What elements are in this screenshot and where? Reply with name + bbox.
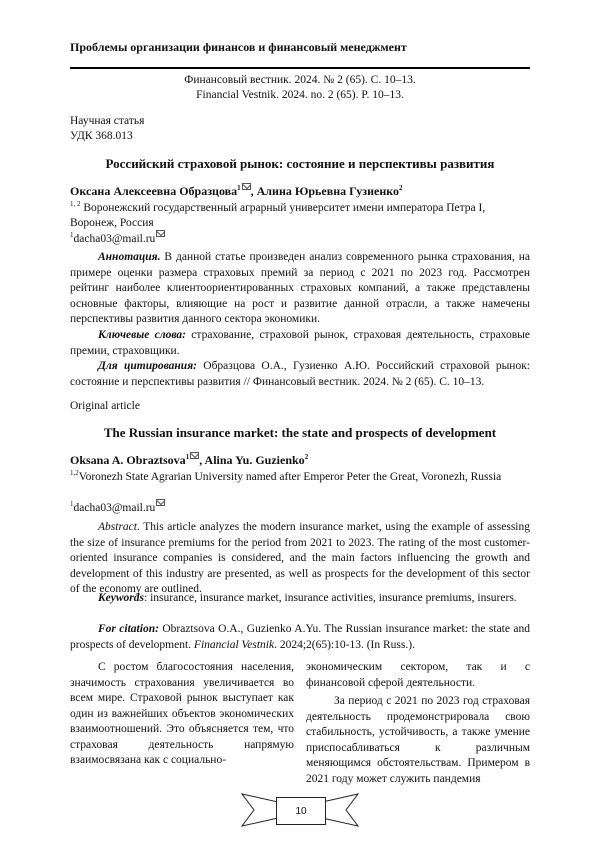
citation-en-header: Financial Vestnik. 2024. no. 2 (65). P. 10–13.	[196, 89, 404, 101]
email-ru	[70, 228, 525, 247]
envelope-icon	[242, 183, 251, 190]
abstract-en: Abstract. This article analyzes the modern insurance market, using the example of assessing the size of insurance premiums for the period from 2021 to 2023. The rating of the most customer-oriented insurance companies is considered, and the main factors influencing the growth and development of this industry are presented, as well as prospects for the development of this sector of the economy are outlined.	[70, 521, 530, 595]
abstract-ru-label: Аннотация.	[98, 251, 161, 263]
author2-en-sup: 2	[304, 453, 309, 461]
body-column-1: С ростом благосостояния населения, значимость страхования увеличивается во всем мире. Страховой рынок выступает как один из важнейших объектов экономических взаимоотношений. Это объясняется тем, что страховая деятельность напрямую взаимосвязана как с социально-	[70, 661, 294, 766]
author2-ru: Алина Юрьевна Гузиенко	[256, 184, 400, 198]
author1-ru: Оксана Алексеевна Образцова	[70, 184, 238, 198]
body-col2-para2: За период с 2021 по 2023 год страховая деятельность продемонстрировала свою стабильность, устойчивость, а также умение приспосабливаться к различным меняющимся обстоятельствам. Примером в 2021 году может служить пандемия	[306, 695, 530, 785]
email-ru-link[interactable]: dacha03@mail.ru	[73, 232, 156, 245]
email-en-link[interactable]: dacha03@mail.ru	[73, 501, 156, 514]
journal-section-title: Проблемы организации финансов и финансовый менеджмент	[70, 40, 407, 54]
citation-ru-label: Для цитирования:	[98, 360, 197, 372]
abstract-ru: Аннотация. В данной статье произведен анализ современного рынка страхования, на примере оценки размера страховых премий за период с 2021 по 2023 год. Рассмотрен рейтинг наиболее клиентоориентированных страховых компаний, а также представлены основные факторы, влияющие на рост и развитие данной отрасли, а также намечены перспективы развития данного сектора экономики.	[70, 251, 530, 325]
title-ru: Российский страховой рынок: состояние и перспективы развития	[105, 156, 495, 171]
email-en-sup: 1	[70, 500, 74, 508]
envelope-icon	[156, 230, 165, 237]
page-number: 10	[276, 797, 326, 825]
keywords-ru-label: Ключевые слова:	[98, 329, 186, 341]
article-type-ru: Научная статья	[70, 115, 145, 127]
citation-en-label: For citation:	[98, 623, 159, 635]
author1-en: Oksana A. Obraztsova	[70, 453, 186, 467]
citation-en-journal: Financial Vestnik	[193, 638, 275, 651]
header-rule	[70, 67, 530, 69]
author1-en-sup: 1	[185, 453, 190, 461]
body-column-2	[306, 660, 530, 787]
affiliation-ru-sup: 1, 2	[70, 200, 81, 208]
author2-ru-sup: 2	[399, 184, 403, 192]
citation-ru-header: Финансовый вестник. 2024. № 2 (65). С. 10–13.	[184, 74, 416, 86]
udc-code: УДК 368.013	[70, 130, 133, 142]
affiliation-en-sup: 1,2	[70, 469, 79, 477]
authors-en: Oksana A. Obraztsova$^1$ , Alina Yu. Guzienko$^2$	[70, 453, 309, 467]
email-ru-sup: 1	[70, 231, 74, 239]
envelope-icon	[190, 452, 199, 459]
citation-en: For citation: Obraztsova O.A., Guzienko A.Yu. The Russian insurance market: the state and prospects of development. Financial Vestnik. 2024;2(65):10-13. (In Russ.).	[70, 623, 530, 651]
envelope-icon	[156, 499, 165, 506]
body-col2-para1: экономическим сектором, так и с финансовой сферой деятельности.	[306, 661, 530, 689]
affiliation-ru: $^{1, 2}$ Воронежский государственный аграрный университет имени императора Петра I, Воронеж, Россия	[70, 200, 486, 229]
citation-ru: Для цитирования: Образцова О.А., Гузиенко А.Ю. Российский страховой рынок: состояние и перспективы развития // Финансовый вестник. 2024. № 2 (65). С. 10–13.	[70, 360, 530, 388]
title-en: The Russian insurance market: the state and prospects of development	[103, 425, 497, 440]
keywords-ru: Ключевые слова: страхование, страховой рынок, страховая деятельность, страховые премии, страховщики.	[70, 329, 531, 357]
abstract-en-label: Abstract	[98, 521, 137, 533]
keywords-en: Keywords: insurance, insurance market, insurance activities, insurance premiums, insurers.	[98, 592, 517, 604]
keywords-en-label: Keywords	[98, 592, 144, 604]
article-type-en: Original article	[70, 400, 140, 412]
affiliation-en: $^{1,2}$Voronezh State Agrarian University named after Emperor Peter the Great, Voronezh, Russia	[70, 469, 502, 483]
author2-en: Alina Yu. Guzienko	[204, 453, 305, 467]
author1-ru-sup: 1	[237, 184, 241, 192]
email-en	[70, 497, 525, 516]
authors-ru: Оксана Алексеевна Образцова$^1$ , Алина Юрьевна Гузиенко$^2$	[70, 184, 403, 198]
